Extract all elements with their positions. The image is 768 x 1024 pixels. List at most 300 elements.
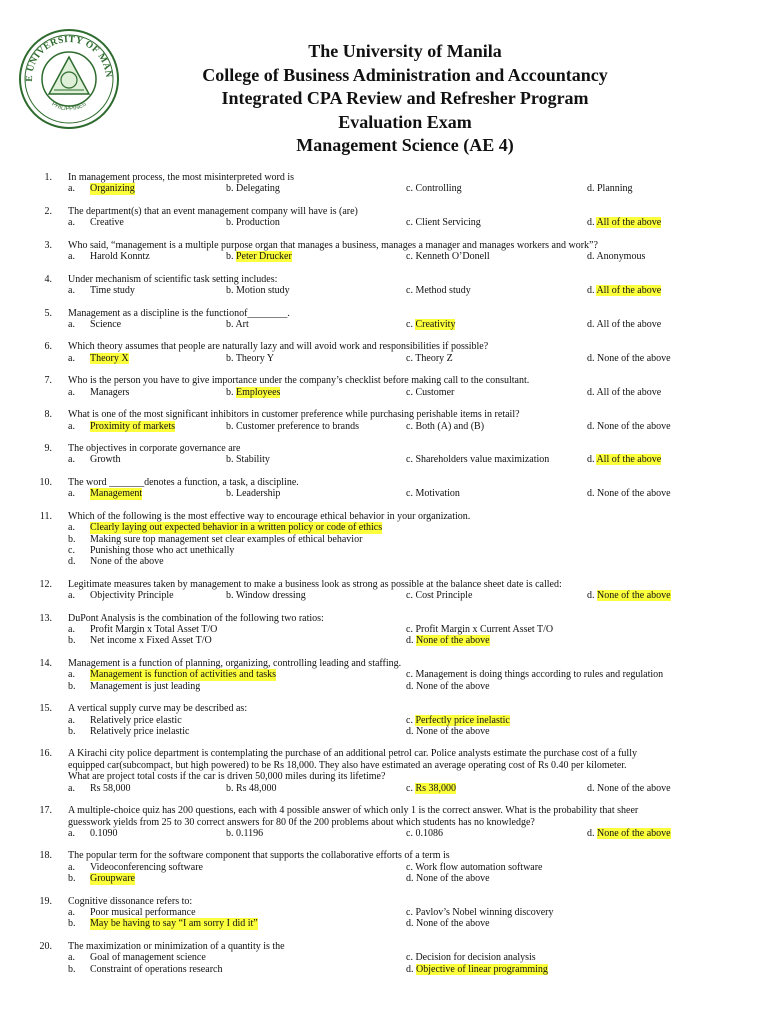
option-letter: b. [68,635,76,647]
question-line [0,511,768,522]
question-number: 7. [44,375,52,387]
option-text: All of the above [596,318,662,330]
option-text: Management is just leading [90,680,201,692]
question-text: Which of the following is the most effective way to encourage ethical behavior in your organization. [68,510,471,522]
option-row [0,783,768,794]
option-b [226,251,292,262]
option-row [0,454,768,465]
question-text: The word _______denotes a function, a task, a discipline. [68,476,299,488]
university-seal [18,28,120,130]
question-number: 6. [44,341,52,353]
option-d [406,681,490,692]
option-row [0,353,768,364]
option-text: Production [236,217,280,229]
option-letter: d. [587,454,595,466]
option-letter: d. [587,285,595,297]
seal-bottom-text: PHILIPPINES [50,101,88,113]
question-text: The popular term for the software component that supports the collaborative efforts of a term is [68,850,450,862]
option-d [587,251,645,262]
option-a [68,782,131,794]
option-text: 0.1086 [415,827,443,839]
option-letter: d. [587,782,595,794]
option-text: Making sure top management set clear examples of ethical behavior [90,533,363,545]
option-letter: d. [587,488,595,500]
question-text: What are project total costs if the car is driven 50,000 miles during its lifetime? [68,771,386,783]
option-row [0,952,768,963]
option-text: Rs 38,000 [415,782,457,794]
option-letter: b. [226,488,234,500]
option-text: None of the above [416,725,490,737]
question-number: 11. [39,510,52,522]
option-text: None of the above [597,827,671,839]
option-letter: b. [226,318,234,330]
option-letter: b. [68,873,76,885]
question-line [0,703,768,714]
option-text: All of the above [596,454,662,466]
option-d [587,488,671,499]
option-letter: a. [68,669,75,681]
option-d [587,319,661,330]
option-text: Profit Margin x Total Asset T/O [90,624,218,636]
option-letter: a. [68,714,75,726]
option-text: Profit Margin x Current Asset T/O [415,624,554,636]
question-line [0,206,768,217]
question-text: The objectives in corporate governance are [68,443,241,454]
seal-emblem [18,28,120,130]
option-text: Window dressing [235,590,306,602]
option-d [587,454,661,465]
option-row [0,556,768,567]
option-letter: a. [68,183,75,195]
option-c [406,183,462,194]
option-text: None of the above [597,488,671,500]
question-line [0,748,768,759]
option-letter: d. [587,318,595,330]
option-a [68,590,174,602]
option-d [587,217,661,228]
option-row [0,681,768,692]
option-c [406,862,543,873]
option-c [406,488,460,499]
question-item [0,850,768,884]
option-row [0,319,768,330]
option-letter: b. [226,420,234,432]
option-c [406,828,443,839]
option-b [226,217,280,228]
program-name: Integrated CPA Review and Refresher Program [221,88,589,108]
option-text: Client Servicing [415,217,481,229]
option-text: Shareholders value maximization [415,454,550,466]
question-line [0,771,768,782]
question-item [0,240,768,263]
question-number: 20. [39,940,52,952]
option-letter: d. [587,827,595,839]
option-letter: c. [406,251,413,263]
option-letter: c. [406,952,413,964]
option-b [226,319,249,330]
option-row [0,251,768,262]
option-text: Motivation [415,488,460,500]
question-number: 8. [44,409,52,421]
question-line [0,760,768,771]
option-d [587,783,671,794]
question-number: 9. [44,443,52,454]
option-a [68,386,130,398]
option-letter: c. [406,386,413,398]
option-c [406,590,472,601]
option-a [68,488,143,500]
option-text: Method study [415,285,471,297]
option-c [406,907,554,918]
option-letter: a. [68,454,75,466]
question-item [0,703,768,737]
question-item [0,409,768,432]
option-b [226,783,277,794]
option-letter: c. [406,624,413,636]
option-row [0,635,768,646]
question-text: Under mechanism of scientific task setting includes: [68,273,278,285]
option-text: Proximity of markets [90,420,175,432]
option-letter: d. [406,963,414,975]
option-text: Time study [90,285,135,297]
question-item [0,477,768,500]
question-text: A Kirachi city police department is contemplating the purchase of an additional petrol car. Police analysts estimate the purchase cost of a fully [68,748,637,760]
question-line [0,375,768,386]
option-text: 0.1090 [90,827,118,839]
option-c [406,421,484,432]
option-b [226,387,280,398]
option-letter: c. [406,827,413,839]
option-c [406,217,481,228]
option-text: Objectivity Principle [90,590,174,602]
option-letter: c. [406,352,413,364]
option-letter: a. [68,861,75,873]
option-row [0,217,768,228]
option-c [406,715,510,726]
option-row [0,918,768,929]
option-text: Punishing those who act unethically [90,544,235,556]
option-c [406,952,536,963]
option-row [0,421,768,432]
option-a [68,217,124,229]
option-letter: c. [406,183,413,195]
question-number: 14. [39,657,52,669]
option-text: Motion study [236,285,290,297]
option-text: Organizing [90,183,135,195]
option-text: Delegating [236,183,280,195]
option-b [226,828,263,839]
option-letter: b. [68,680,76,692]
exam-title: Evaluation Exam [338,111,472,132]
question-list [0,172,768,986]
option-letter: d. [587,386,595,398]
question-text: Management is a function of planning, organizing, controlling leading and staffing. [68,657,402,669]
option-letter: b. [226,782,234,794]
option-letter: b. [68,918,76,930]
option-letter: a. [68,952,75,964]
option-a [68,827,118,839]
question-item [0,896,768,930]
option-c [406,285,471,296]
option-letter: c. [406,669,413,681]
option-text: Management is doing things according to rules and regulation [415,669,664,681]
question-number: 2. [44,205,52,217]
option-letter: d. [406,918,414,930]
option-letter: d. [406,873,414,885]
option-letter: a. [68,590,75,602]
question-text: guesswork yields from 25 to 30 correct answers for 80 0f the 200 problems about which students has no knowledge? [68,816,535,828]
exam-header [130,40,680,158]
question-line [0,240,768,251]
question-text: Legitimate measures taken by management to make a business look as strong as possible at the balance sheet date is called: [68,578,562,590]
option-text: Planning [597,183,633,195]
option-b [226,421,359,432]
option-letter: b. [226,590,234,602]
question-number: 18. [39,850,52,862]
question-item [0,511,768,568]
option-a [68,420,175,432]
option-c [406,387,454,398]
question-item [0,206,768,229]
question-number: 3. [44,239,52,251]
option-d [406,873,490,884]
question-text: A vertical supply curve may be described as: [68,703,248,715]
question-text: What is one of the most significant inhibitors in customer preference while purchasing perishable items in retail? [68,409,520,421]
option-letter: b. [226,285,234,297]
option-text: Poor musical performance [90,907,196,919]
option-row [0,183,768,194]
option-letter: d. [587,590,595,602]
option-text: Management is function of activities and tasks [90,669,277,681]
option-text: Goal of management science [90,952,206,964]
option-row [0,522,768,533]
option-a [68,183,135,195]
option-text: Pavlov’s Nobel winning discovery [415,907,554,919]
option-d [587,828,671,839]
option-text: None of the above [597,352,671,364]
option-text: Perfectly price inelastic [415,714,510,726]
option-letter: b. [226,183,234,195]
option-d [406,918,490,929]
question-line [0,896,768,907]
question-item [0,941,768,975]
question-item [0,443,768,466]
question-line [0,443,768,454]
question-line [0,941,768,952]
option-text: Cost Principle [415,590,473,602]
option-letter: d. [587,217,595,229]
option-text: Creativity [415,318,456,330]
option-text: Clearly laying out expected behavior in a written policy or code of ethics [90,522,383,534]
option-d [587,183,633,194]
university-name: The University of Manila [308,41,502,61]
option-letter: c. [406,420,413,432]
option-letter: d. [587,352,595,364]
option-letter: a. [68,318,75,330]
option-text: Managers [90,386,130,398]
question-line [0,805,768,816]
option-d [587,387,661,398]
option-letter: b. [68,963,76,975]
option-c [406,624,553,635]
option-text: Peter Drucker [236,251,292,263]
option-b [226,285,290,296]
option-text: None of the above [416,680,490,692]
option-text: Theory Y [235,352,275,364]
seal-top-text: E UNIVERSITY OF MAN [24,34,114,82]
question-item [0,805,768,839]
option-text: Stability [236,454,270,466]
option-letter: c. [406,318,413,330]
option-text: Both (A) and (B) [415,420,485,432]
option-letter: c. [406,714,413,726]
question-line [0,850,768,861]
option-letter: a. [68,907,75,919]
question-text: The maximization or minimization of a quantity is the [68,940,285,952]
question-item [0,748,768,794]
option-letter: a. [68,522,75,534]
question-item [0,375,768,398]
option-text: Art [235,318,249,330]
option-text: Creative [90,217,124,229]
question-number: 17. [39,805,52,817]
question-line [0,172,768,183]
option-text: None of the above [597,782,671,794]
question-text: The department(s) that an event management company will have is (are) [68,205,358,217]
question-text: Management as a discipline is the functionof________. [68,307,290,319]
option-letter: c. [406,285,413,297]
option-text: Constraint of operations research [90,963,223,975]
question-text: In management process, the most misinterpreted word is [68,172,295,183]
option-letter: b. [68,725,76,737]
option-row [0,624,768,635]
question-line [0,274,768,285]
option-text: Decision for decision analysis [415,952,536,964]
option-letter: d. [406,725,414,737]
option-letter: b. [68,533,76,545]
option-text: All of the above [596,285,662,297]
option-letter: c. [406,217,413,229]
question-text: Who is the person you have to give importance under the company’s checklist before making call to the consultant. [68,375,530,387]
option-row [0,534,768,545]
option-letter: a. [68,285,75,297]
option-letter: b. [226,251,234,263]
option-letter: a. [68,420,75,432]
option-text: Leadership [236,488,281,500]
option-letter: a. [68,488,75,500]
question-text: equipped car(subcompact, but high powered) to be Rs 18,000. They also have estimated an average operating cost of Rs 0.40 per kilometer. [68,759,627,771]
option-text: Theory X [90,352,129,364]
option-text: Objective of linear programming [416,963,548,975]
question-item [0,658,768,692]
option-letter: c. [406,782,413,794]
option-letter: b. [226,217,234,229]
option-text: Videoconferencing software [90,861,203,873]
question-text: A multiple-choice quiz has 200 questions, each with 4 possible answer of which only 1 is the correct answer. What is the probability that sheer [68,805,639,817]
option-text: All of the above [596,217,662,229]
option-text: None of the above [416,635,490,647]
option-row [0,964,768,975]
option-text: Kenneth O’Donell [415,251,490,263]
question-number: 19. [39,895,52,907]
question-line [0,308,768,319]
option-text: Rs 48,000 [236,782,277,794]
option-text: None of the above [90,556,164,568]
option-text: Relatively price inelastic [90,725,190,737]
option-d [406,635,490,646]
option-d [587,285,661,296]
question-number: 13. [39,612,52,624]
question-line [0,579,768,590]
option-letter: c. [406,488,413,500]
option-letter: c. [406,907,413,919]
option-b [226,183,280,194]
question-number: 12. [39,578,52,590]
option-b [226,353,274,364]
option-a [68,454,121,466]
option-text: Theory Z [415,352,453,364]
option-text: All of the above [596,386,662,398]
option-a [68,251,150,263]
question-line [0,341,768,352]
option-d [406,964,548,975]
option-row [0,669,768,680]
option-text: May be having to say “I am sorry I did it” [90,918,258,930]
option-letter: a. [68,386,75,398]
option-letter: b. [226,386,234,398]
option-a [68,352,129,364]
option-letter: d. [406,680,414,692]
option-a [68,285,135,297]
option-text: None of the above [416,918,490,930]
option-text: Rs 58,000 [90,782,131,794]
question-text: Who said, “management is a multiple purpose organ that manages a business, manages a manager and manages workers and work”? [68,239,598,251]
option-text: Work flow automation software [415,861,543,873]
option-letter: d. [68,556,76,568]
question-number: 10. [39,476,52,488]
option-letter: a. [68,251,75,263]
option-c [406,783,456,794]
option-d [587,590,671,601]
option-text: Groupware [90,873,135,885]
option-text: Growth [90,454,121,466]
option-letter: b. [226,352,234,364]
option-text: Customer preference to brands [236,420,360,432]
option-text: 0.1196 [236,827,264,839]
option-text: None of the above [597,590,671,602]
question-line [0,477,768,488]
question-number: 15. [39,703,52,715]
option-b [226,454,270,465]
option-row [0,828,768,839]
option-text: Relatively price elastic [90,714,182,726]
subject-title: Management Science (AE 4) [296,135,514,155]
question-item [0,308,768,331]
question-line [0,409,768,420]
option-row [0,873,768,884]
question-item [0,172,768,195]
question-line [0,658,768,669]
question-item [0,579,768,602]
question-item [0,341,768,364]
option-text: Anonymous [596,251,646,263]
option-letter: d. [587,251,595,263]
option-text: None of the above [597,420,671,432]
option-b [226,488,280,499]
option-d [587,353,671,364]
question-line [0,613,768,624]
question-text: DuPont Analysis is the combination of the following two ratios: [68,612,324,624]
